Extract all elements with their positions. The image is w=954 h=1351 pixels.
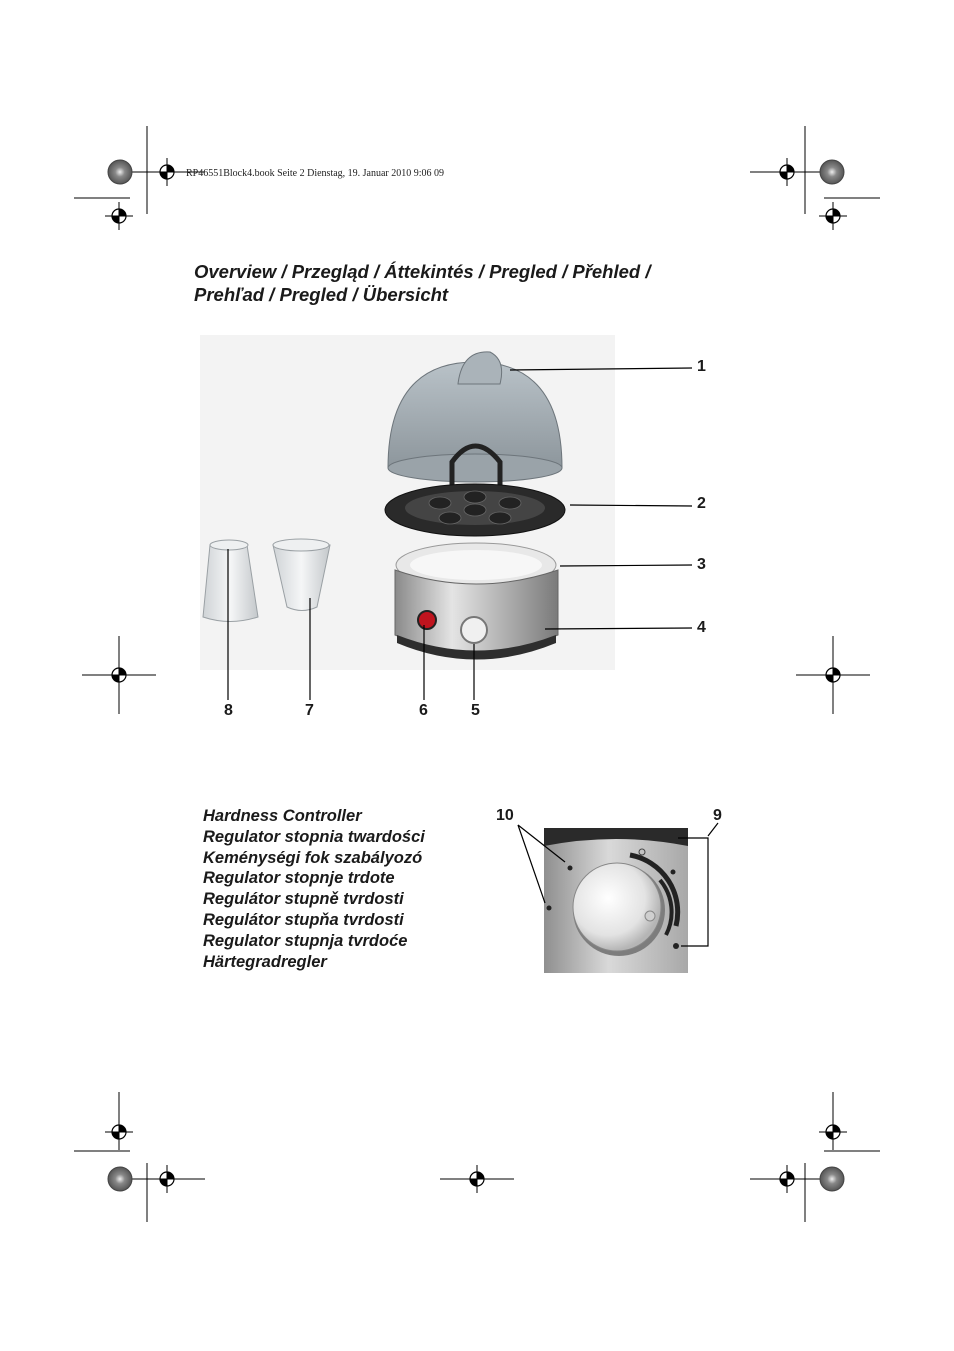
scale-dot: [568, 866, 573, 871]
hardness-label: Regulator stupnja tvrdoće: [203, 931, 408, 950]
callout-7: 7: [305, 702, 314, 719]
callout-3: 3: [697, 556, 706, 573]
callout-1: 1: [697, 358, 706, 375]
hardness-label: Regulátor stupňa tvrdosti: [203, 910, 404, 929]
scale-dot: [673, 943, 679, 949]
title-line-2: Prehľad / Pregled / Übersicht: [194, 284, 449, 305]
callout-8: 8: [224, 702, 233, 719]
scale-dot: [671, 870, 676, 875]
callout-9: 9: [713, 807, 722, 824]
callout-4: 4: [697, 619, 706, 636]
knob-indicator: [645, 911, 655, 921]
callout-10: 10: [496, 807, 514, 824]
hardness-label: Regulátor stupně tvrdosti: [203, 890, 404, 909]
title-line-1: Overview / Przegląd / Áttekintés / Pregled / Přehled /: [194, 261, 651, 282]
hardness-label: Hardness Controller: [203, 807, 362, 825]
hardness-label: Härtegradregler: [203, 952, 327, 971]
hardness-label: Regulator stopnia twardości: [203, 827, 425, 846]
print-file-info: RP46551Block4.book Seite 2 Dienstag, 19. Januar 2010 9:06 09: [186, 168, 445, 179]
hardness-label: Regulator stopnje trdote: [203, 869, 395, 888]
callout-5: 5: [471, 702, 480, 719]
scale-dot: [547, 906, 552, 911]
hardness-label: Keménységi fok szabályozó: [203, 848, 423, 867]
callout-2: 2: [697, 495, 706, 512]
callout-6: 6: [419, 702, 428, 719]
closeup-knob: [573, 863, 661, 951]
